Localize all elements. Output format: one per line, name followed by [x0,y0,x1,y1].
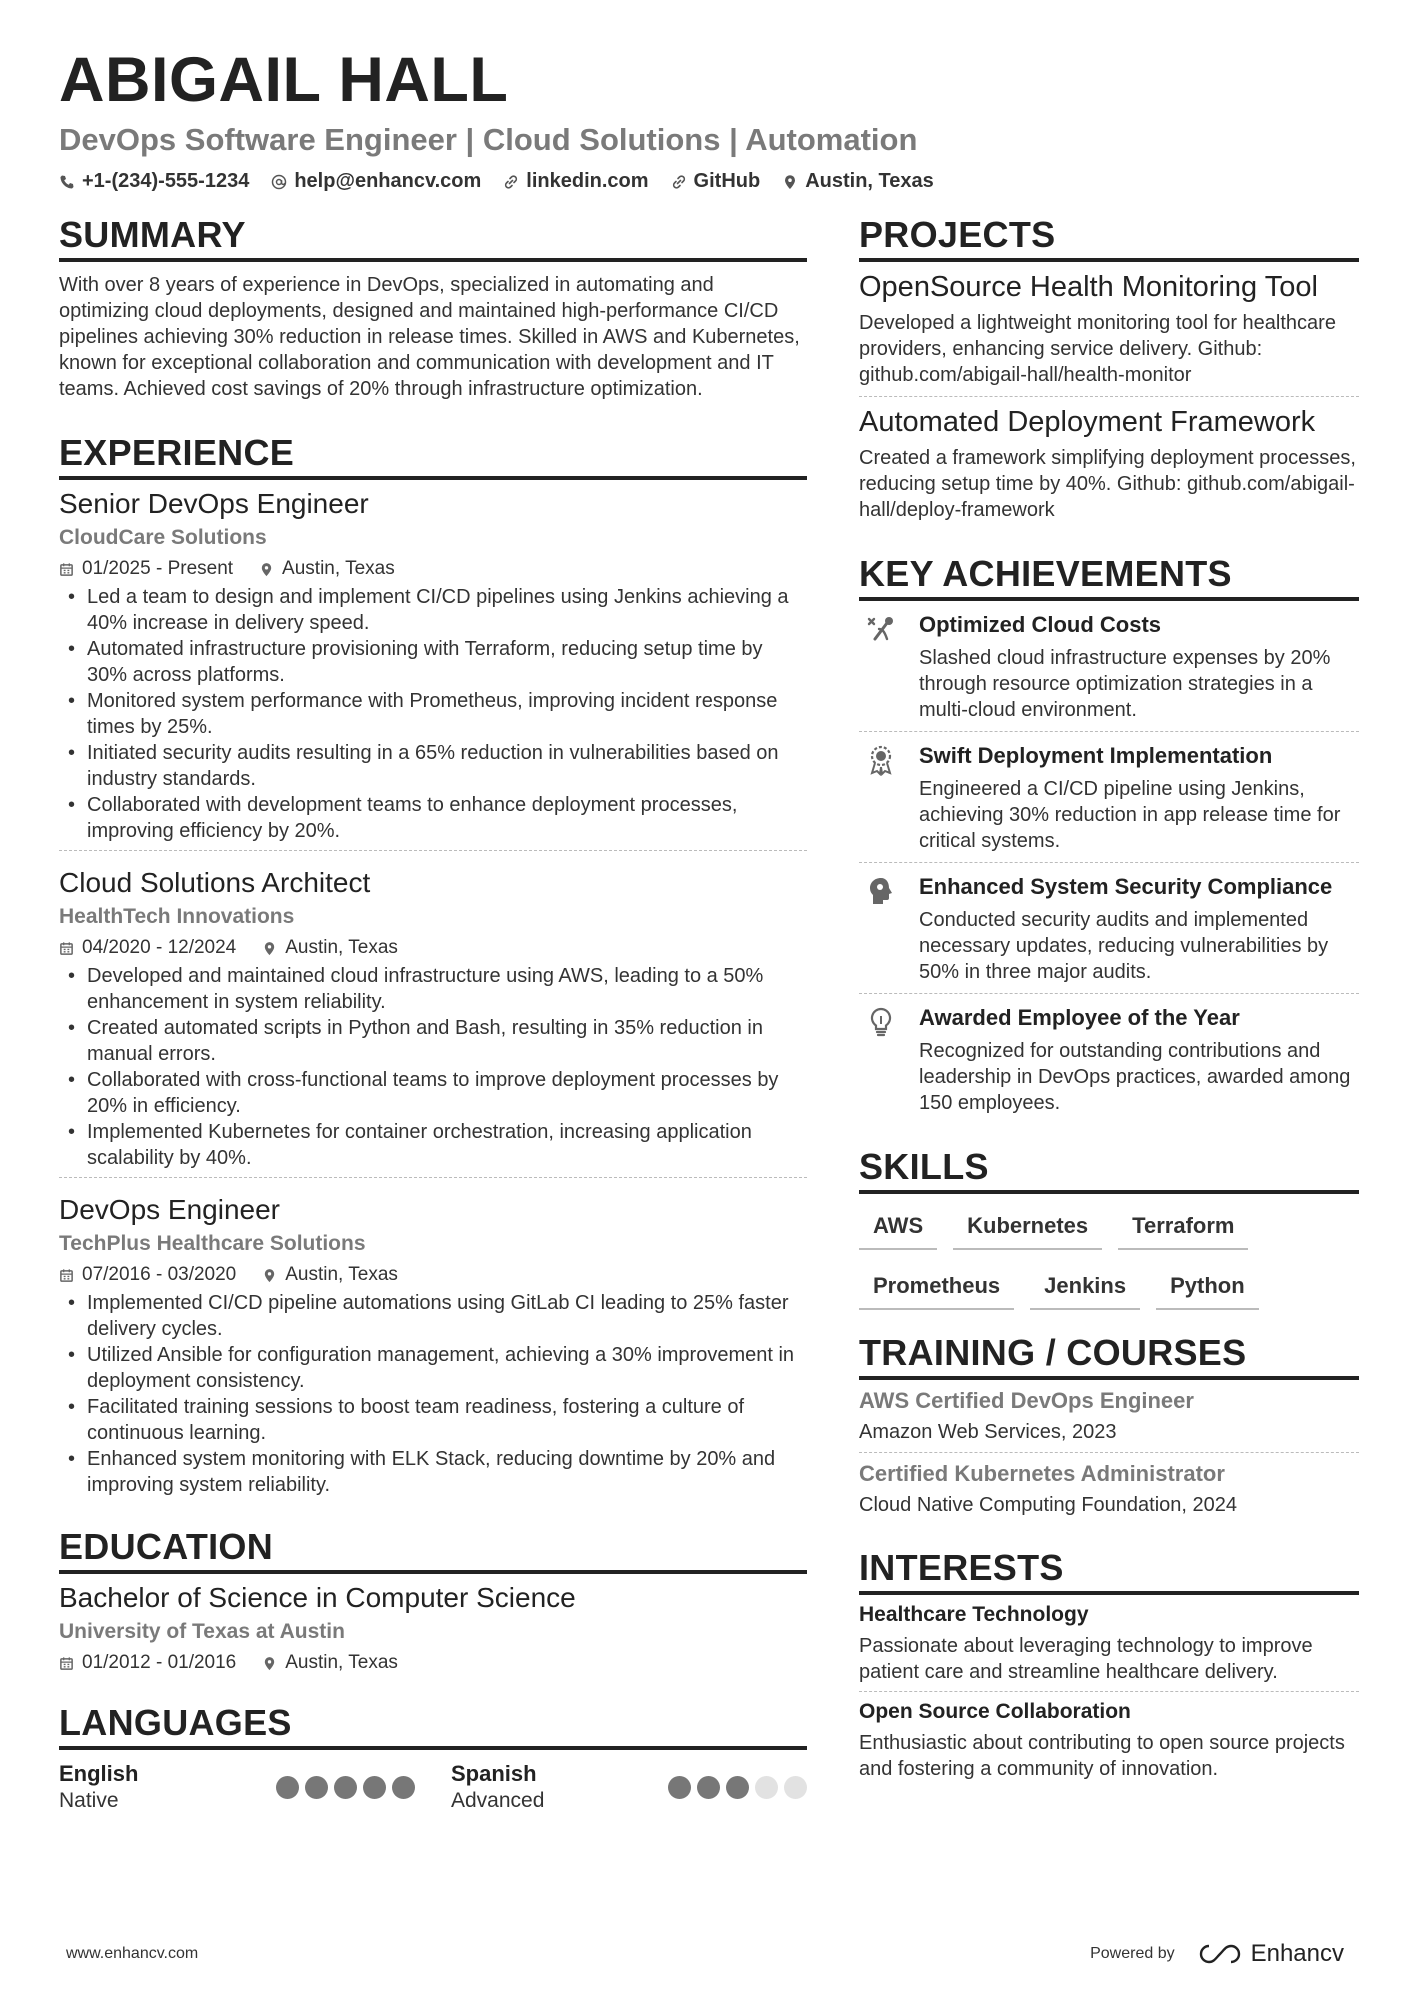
section-heading: INTERESTS [859,1547,1359,1595]
education-dates-text: 01/2012 - 01/2016 [82,1652,237,1673]
link-icon [503,174,519,190]
course-title: AWS Certified DevOps Engineer [859,1388,1194,1413]
language-list [59,1760,807,1814]
section-heading: EXPERIENCE [59,432,807,480]
contact-github-text: GitHub [693,170,761,192]
calendar-icon [59,941,74,956]
language-item [59,1760,415,1814]
contact-linkedin[interactable] [503,170,648,193]
job-location [259,556,395,582]
achievement-item [859,601,1359,731]
contact-linkedin-text: linkedin.com [526,170,649,192]
bullet-item: • Utilized Ansible for configuration management, achieving a 30% improvement in deployment consistency. [59,1342,807,1394]
bullet-item: • Developed and maintained cloud infrastructure using AWS, leading to a 50% enhancement in system reliability. [59,963,807,1015]
contact-phone-text: +1-(234)-555-1234 [82,170,250,192]
achievement-title: Awarded Employee of the Year [919,1005,1240,1030]
achievement-icon-wrap [859,1004,903,1116]
location-icon [262,1656,277,1671]
bullet-item: • Collaborated with development teams to enhance deployment processes, improving efficiency by 20%. [59,792,807,844]
job-title: Senior DevOps Engineer [59,488,369,519]
job-location [262,1262,398,1288]
rating-dot [784,1776,807,1799]
skill-tag: Python [1156,1268,1259,1310]
location-icon [262,941,277,956]
job-bullets [59,963,807,1171]
rating-dot [726,1776,749,1799]
location-icon [782,174,798,190]
section-heading: TRAINING / COURSES [859,1332,1359,1380]
interest-title: Healthcare Technology [859,1603,1089,1626]
skill-tag: Kubernetes [953,1208,1102,1250]
link-icon [671,174,687,190]
job-entry [59,850,807,1177]
rating-dot [697,1776,720,1799]
bullet-item: • Initiated security audits resulting in a 65% reduction in vulnerabilities based on industry standards. [59,740,807,792]
skill-tag: AWS [859,1208,937,1250]
job-meta [59,556,807,582]
experience-section [59,432,807,1504]
job-meta [59,935,807,961]
education-degree: Bachelor of Science in Computer Science [59,1582,576,1613]
rating-dot [276,1776,299,1799]
job-dates-text: 04/2020 - 12/2024 [82,937,237,958]
interest-item [859,1691,1359,1788]
job-location-text: Austin, Texas [282,558,395,579]
enhancv-logo-text: Enhancv [1250,1940,1344,1967]
interest-item [859,1595,1359,1691]
contact-email-text: help@enhancv.com [294,170,482,192]
job-company: CloudCare Solutions [59,526,267,549]
head-icon [865,875,897,907]
course-title: Certified Kubernetes Administrator [859,1461,1225,1486]
language-item [451,1760,807,1814]
summary-section [59,214,807,402]
calendar-icon [59,1656,74,1671]
languages-section [59,1702,807,1814]
job-location-text: Austin, Texas [285,937,398,958]
page-footer [66,1940,1344,1968]
language-level: Advanced [451,1789,545,1812]
contact-phone[interactable] [59,170,249,193]
skill-tag: Terraform [1118,1208,1248,1250]
rating-dot [305,1776,328,1799]
rating-dot [392,1776,415,1799]
project-item [859,262,1359,396]
job-location [262,935,398,961]
resume-header [59,44,1359,193]
course-org: Amazon Web Services, 2023 [859,1421,1117,1443]
course-item [859,1452,1359,1525]
job-dates [59,1262,236,1288]
course-org: Cloud Native Computing Foundation, 2024 [859,1494,1238,1516]
education-meta [59,1650,807,1676]
rating-dot [363,1776,386,1799]
job-meta [59,1262,807,1288]
language-name: English [59,1761,139,1786]
bullet-item: • Automated infrastructure provisioning with Terraform, reducing setup time by 30% across platforms. [59,636,807,688]
project-title: OpenSource Health Monitoring Tool [859,271,1318,303]
education-location-text: Austin, Texas [285,1652,398,1673]
achievement-item [859,993,1359,1124]
job-title: Cloud Solutions Architect [59,867,371,898]
education-school: University of Texas at Austin [59,1620,345,1643]
project-title: Automated Deployment Framework [859,406,1316,438]
job-entry [59,486,807,850]
achievement-title: Swift Deployment Implementation [919,743,1273,768]
interest-desc: Passionate about leveraging technology to improve patient care and streamline healthcare delivery. [859,1635,1313,1683]
language-level: Native [59,1789,119,1812]
at-icon [271,174,287,190]
achievement-desc: Engineered a CI/CD pipeline using Jenkins, achieving 30% reduction in app release time for critical systems. [919,778,1341,852]
job-dates-text: 07/2016 - 03/2020 [82,1264,237,1285]
summary-text: With over 8 years of experience in DevOps, specialized in automating and optimizing cloud deployments, designed and maintained high-performance CI/CD pipelines achieving 30% reduction in release times. Skilled in AWS and Kubernetes, known for exceptional collaboration and communication with development and IT teams. Achieved cost savings of 20% through infrastructure optimization. [59,274,800,400]
job-bullets [59,1290,807,1498]
right-column [859,214,1359,1810]
phone-icon [59,174,75,190]
achievement-desc: Recognized for outstanding contributions and leadership in DevOps practices, awarded among 150 employees. [919,1040,1351,1114]
contact-github[interactable] [671,170,761,193]
award-icon [865,744,897,776]
candidate-title: DevOps Software Engineer | Cloud Solutions | Automation [59,122,918,157]
achievement-title: Optimized Cloud Costs [919,612,1161,637]
language-rating [668,1776,807,1799]
achievement-icon-wrap [859,873,903,985]
skill-tag: Prometheus [859,1268,1014,1310]
project-item [859,396,1359,531]
rating-dot [334,1776,357,1799]
education-section [59,1526,807,1676]
job-dates-text: 01/2025 - Present [82,558,234,579]
job-entry [59,1177,807,1504]
enhancv-logo[interactable] [1197,1940,1344,1968]
rating-dot [668,1776,691,1799]
job-company: TechPlus Healthcare Solutions [59,1232,366,1255]
powered-by-text: Powered by [1090,1945,1175,1962]
achievement-item [859,731,1359,862]
bullet-item: • Implemented CI/CD pipeline automations using GitLab CI leading to 25% faster delivery cycles. [59,1290,807,1342]
project-desc: Developed a lightweight monitoring tool for healthcare providers, enhancing service delivery. Github: github.com/abigail-hall/health-monitor [859,312,1336,386]
achievement-desc: Slashed cloud infrastructure expenses by 20% through resource optimization strategies in a multi-cloud environment. [919,647,1331,721]
contact-bar [59,170,1359,193]
section-heading: LANGUAGES [59,1702,807,1750]
calendar-icon [59,1268,74,1283]
project-desc: Created a framework simplifying deployment processes, reducing setup time by 40%. Github: github.com/abigail-hall/deploy-framework [859,447,1356,521]
bullet-item: • Implemented Kubernetes for container orchestration, increasing application scalability by 40%. [59,1119,807,1171]
location-icon [259,562,274,577]
bullet-item: • Facilitated training sessions to boost team readiness, fostering a culture of continuous learning. [59,1394,807,1446]
job-dates [59,935,236,961]
enhancv-logo-icon [1197,1942,1243,1966]
interests-section [859,1547,1359,1788]
education-location [262,1650,398,1676]
job-location-text: Austin, Texas [285,1264,398,1285]
achievement-icon-wrap [859,742,903,854]
section-heading: SKILLS [859,1146,1359,1194]
achievements-section [859,553,1359,1124]
training-section [859,1332,1359,1525]
contact-location-text: Austin, Texas [805,170,934,192]
language-rating [276,1776,415,1799]
bullet-item: • Enhanced system monitoring with ELK Stack, reducing downtime by 20% and improving system reliability. [59,1446,807,1498]
achievement-item [859,862,1359,993]
contact-email[interactable] [271,170,481,193]
interest-title: Open Source Collaboration [859,1700,1131,1723]
contact-location [782,170,934,193]
lightbulb-icon [865,1006,897,1038]
left-column [59,214,807,1836]
bullet-item: • Created automated scripts in Python and Bash, resulting in 35% reduction in manual errors. [59,1015,807,1067]
section-heading: EDUCATION [59,1526,807,1574]
tools-icon [865,613,897,645]
candidate-name: ABIGAIL HALL [59,45,509,115]
job-bullets [59,584,807,844]
skills-list [859,1208,1299,1310]
course-item [859,1380,1359,1452]
job-dates [59,556,233,582]
location-icon [262,1268,277,1283]
footer-brand [1090,1940,1344,1968]
achievement-title: Enhanced System Security Compliance [919,874,1333,899]
job-company: HealthTech Innovations [59,905,295,928]
section-heading: SUMMARY [59,214,807,262]
achievement-icon-wrap [859,611,903,723]
footer-url[interactable]: www.enhancv.com [66,1945,199,1962]
section-heading: KEY ACHIEVEMENTS [859,553,1359,601]
section-heading: PROJECTS [859,214,1359,262]
skills-section [859,1146,1359,1310]
rating-dot [755,1776,778,1799]
bullet-item: • Led a team to design and implement CI/CD pipelines using Jenkins achieving a 40% increase in delivery speed. [59,584,807,636]
job-title: DevOps Engineer [59,1194,281,1225]
language-name: Spanish [451,1761,537,1786]
bullet-item: • Collaborated with cross-functional teams to improve deployment processes by 20% in efficiency. [59,1067,807,1119]
education-dates [59,1650,236,1676]
interest-desc: Enthusiastic about contributing to open source projects and fostering a community of innovation. [859,1732,1345,1780]
skill-tag: Jenkins [1030,1268,1140,1310]
bullet-item: • Monitored system performance with Prometheus, improving incident response times by 25%. [59,688,807,740]
achievement-desc: Conducted security audits and implemented necessary updates, reducing vulnerabilities by 50% in three major audits. [919,909,1329,983]
calendar-icon [59,562,74,577]
projects-section [859,214,1359,531]
